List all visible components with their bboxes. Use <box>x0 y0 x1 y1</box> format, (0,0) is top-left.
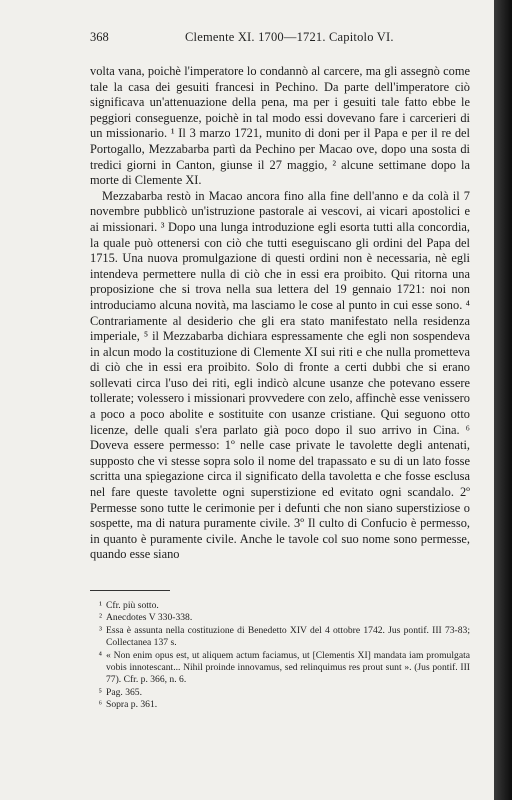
footnote <box>90 612 470 624</box>
footnote-number: ⁵ <box>98 686 102 698</box>
page-header <box>90 30 470 46</box>
footnote-text: « Non enim opus est, ut aliquem actum faciamus, ut [Clementis XI] mandata iam promulgata vobis innotescant... Nihil proinde innovamus, sed relinquimus res prout sunt ». (Jus pontif. III 77). Cfr. p. 366, n. 6. <box>106 649 470 686</box>
page-edge-shadow <box>494 0 512 800</box>
running-title: Clemente XI. 1700—1721. Capitolo VI. <box>185 30 394 44</box>
footnote-text: Sopra p. 361. <box>106 699 158 711</box>
footnote-number: ³ <box>99 624 102 636</box>
footnote <box>90 699 470 711</box>
paragraph-2: Mezzabarba restò in Macao ancora fino alla fine dell'anno e da colà il 7 novembre pubblicò un'istruzione pastorale ai vescovi, ai vicari apostolici e ai missionari. ³ Dopo una lunga introduzione egli esorta tutti alla concordia, la quale può ottenersi con ciò che tutti eseguiscano gli ordini del Papa del 1715. Una nuova promulgazione di questi ordini non è necessaria, nè egli intendeva permettere nulla di ciò che in essi era proibito. Qui ritorna una proposizione che si trova nella sua lettera del 19 gennaio 1721: noi non introduciamo alcuna novità, ma lasciamo le cose al punto in cui esse sono. ⁴ Contrariamente al desiderio che gli era stato manifestato nella residenza imperiale, ⁵ il Mezzabarba dichiara espressamente che egli non sospendeva in alcun modo la costituzione di Clemente XI sui riti e che nulla prometteva di ciò che in essi era proibito. Solo di fronte a certi dubbi che si erano sollevati circa l'uso dei riti, egli indicò alcune usanze che potevano essere tollerate; volessero i missionari provvedere con zelo, affinchè esse venissero a poco a poco abolite e sostituite con usanze cristiane. Qui seguono otto licenze, delle quali s'era parlato già poco dopo il suo arrivo in Cina. ⁶ Doveva essere permesso: 1º nelle case private le tavolette degli antenati, supposto che vi stesse sopra solo il nome del trapassato e su di un lato fosse scritta una spiegazione circa il significato della tavoletta e che fosse esclusa nel fare queste tavolette ogni superstizione ed evitato ogni scandalo. 2º Permesse sono tutte le cerimonie per i defunti che non siano superstiziose o sospette, ma di natura puramente civile. 3º Il culto di Confucio è permesso, in quanto è puramente civile. Anche le tavole col suo nome sono permesse, quando esse siano <box>90 188 470 562</box>
paragraph-1: volta vana, poichè l'imperatore lo condannò al carcere, ma gli assegnò come tale la casa dei gesuiti francesi in Pechino. Da parte dell'imperatore ciò significava un'attenuazione della pena, ma per i gesuiti tale fatto ebbe le peggiori conseguenze, poichè in tal modo essi dovevano fare i carcerieri di un missionario. ¹ Il 3 marzo 1721, munito di doni per il Papa e per il re del Portogallo, Mezzabarba partì da Pechino per Macao ove, dopo una sosta di tredici giorni in Canton, giunse il 27 maggio, ² alcune settimane dopo la morte di Clemente XI. <box>90 64 470 188</box>
body-text <box>90 64 470 563</box>
page-number: 368 <box>90 30 109 44</box>
footnote-number: ⁶ <box>98 699 102 711</box>
footnote-text: Pag. 365. <box>106 686 142 698</box>
footnotes <box>90 600 470 712</box>
footnote-number: ¹ <box>99 600 102 611</box>
footnote <box>90 625 470 650</box>
footnote-number: ⁴ <box>98 649 102 661</box>
footnote-text: Essa è assunta nella costituzione di Benedetto XIV del 4 ottobre 1742. Jus pontif. III 73-83; Collectanea 137 s. <box>106 624 470 649</box>
footnote-rule <box>90 590 170 591</box>
footnote-text: Cfr. più sotto. <box>106 600 159 611</box>
footnote <box>90 687 470 699</box>
footnote <box>90 600 470 612</box>
footnote-number: ² <box>99 612 102 624</box>
footnote <box>90 650 470 687</box>
footnote-text: Anecdotes V 330-338. <box>106 612 193 624</box>
